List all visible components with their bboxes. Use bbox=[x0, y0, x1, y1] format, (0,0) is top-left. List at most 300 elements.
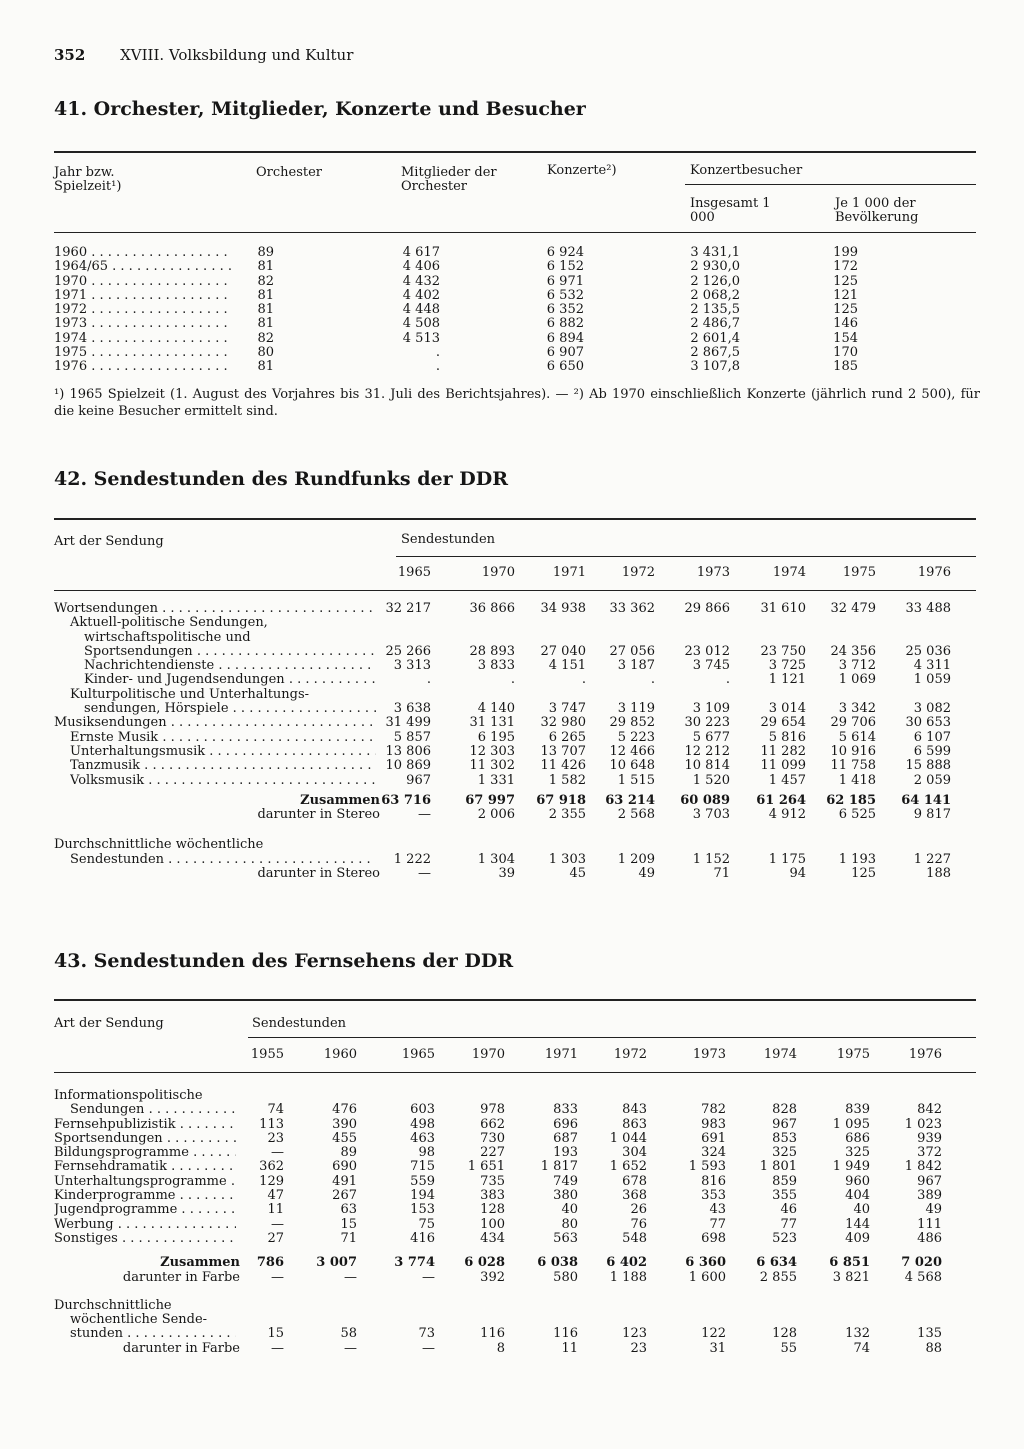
row-label: Nachrichtendienste . . . bbox=[84, 659, 376, 673]
row-label: Kulturpolitische und Unterhaltungs- bbox=[70, 686, 310, 702]
table-row bbox=[54, 1160, 976, 1174]
data-cell: 853 bbox=[772, 1130, 797, 1146]
data-cell: 3 007 bbox=[316, 1255, 357, 1271]
data-cell: 11 bbox=[267, 1202, 284, 1218]
t42-group-rule bbox=[396, 556, 976, 557]
data-cell: 28 893 bbox=[469, 643, 515, 659]
data-cell: 383 bbox=[480, 1188, 505, 1204]
data-cell: 74 bbox=[267, 1102, 284, 1118]
data-cell: 61 264 bbox=[756, 792, 806, 808]
row-label: 1974 . . . bbox=[54, 332, 232, 346]
year-header-cell: 1972 bbox=[613, 1047, 647, 1062]
data-cell: 5 614 bbox=[838, 729, 876, 745]
data-cell: 113 bbox=[259, 1116, 284, 1132]
data-cell: 11 bbox=[561, 1340, 578, 1356]
data-cell: 1 227 bbox=[913, 851, 951, 867]
data-cell: 2 126,0 bbox=[690, 273, 740, 289]
table-row bbox=[54, 1189, 976, 1203]
data-cell: 368 bbox=[622, 1188, 647, 1204]
data-cell: 2 855 bbox=[759, 1269, 797, 1285]
data-cell: 31 bbox=[709, 1340, 726, 1356]
data-cell: 64 141 bbox=[901, 792, 951, 808]
data-cell: 31 610 bbox=[760, 601, 806, 616]
data-cell: 227 bbox=[480, 1145, 505, 1161]
data-cell: 27 056 bbox=[609, 643, 655, 659]
data-cell: 6 028 bbox=[464, 1255, 505, 1271]
data-cell: 3 313 bbox=[393, 658, 431, 674]
table-row bbox=[54, 275, 976, 289]
data-cell: . bbox=[435, 345, 440, 361]
table-42-body bbox=[54, 602, 976, 881]
data-cell: 1 188 bbox=[609, 1269, 647, 1285]
year-header-cell: 1973 bbox=[696, 565, 730, 580]
data-cell: 691 bbox=[701, 1130, 726, 1146]
data-cell: 967 bbox=[917, 1173, 942, 1189]
data-cell: 46 bbox=[780, 1202, 797, 1218]
data-cell: 816 bbox=[701, 1173, 726, 1189]
data-cell: 23 bbox=[267, 1130, 284, 1146]
year-header-cell: 1972 bbox=[621, 565, 655, 580]
data-cell: 1 593 bbox=[688, 1159, 726, 1175]
data-cell: 3 703 bbox=[692, 807, 730, 823]
data-cell: 153 bbox=[410, 1202, 435, 1218]
data-cell: 26 bbox=[630, 1202, 647, 1218]
data-cell: 839 bbox=[845, 1102, 870, 1118]
data-cell: 3 821 bbox=[832, 1269, 870, 1285]
data-cell: 523 bbox=[772, 1230, 797, 1246]
data-cell: 10 648 bbox=[609, 758, 655, 774]
data-cell: 8 bbox=[496, 1340, 505, 1356]
data-cell: 3 119 bbox=[617, 701, 655, 717]
row-label: Werbung . . . bbox=[54, 1218, 236, 1232]
data-cell: 4 151 bbox=[548, 658, 586, 674]
data-cell: 125 bbox=[833, 273, 858, 289]
row-label: Fernsehdramatik . . . bbox=[54, 1160, 236, 1174]
year-header-cell: 1974 bbox=[763, 1047, 797, 1062]
data-cell: 34 938 bbox=[540, 601, 586, 616]
data-cell: 1 418 bbox=[838, 772, 876, 788]
row-label: 1971 . . . bbox=[54, 289, 232, 303]
table-row bbox=[54, 1089, 976, 1103]
data-cell: 1 069 bbox=[838, 672, 876, 688]
year-header-cell: 1960 bbox=[323, 1047, 357, 1062]
data-cell: 4 568 bbox=[904, 1269, 942, 1285]
t43-header-group: Sendestunden bbox=[252, 1016, 347, 1031]
data-cell: 11 302 bbox=[469, 758, 515, 774]
data-cell: 40 bbox=[853, 1202, 870, 1218]
table-row bbox=[54, 246, 976, 260]
data-cell: — bbox=[271, 1216, 284, 1232]
data-cell: 563 bbox=[553, 1230, 578, 1246]
t41-besucher-rule bbox=[685, 184, 976, 185]
data-cell: — bbox=[344, 1269, 357, 1285]
year-header-cell: 1971 bbox=[544, 1047, 578, 1062]
data-cell: 4 140 bbox=[477, 701, 515, 717]
data-cell: 1 193 bbox=[838, 851, 876, 867]
row-label: 1975 . . . bbox=[54, 346, 232, 360]
data-cell: 31 131 bbox=[469, 715, 515, 731]
data-cell: 6 532 bbox=[546, 287, 584, 303]
data-cell: 687 bbox=[553, 1130, 578, 1146]
row-label: Sendungen . . . bbox=[70, 1103, 236, 1117]
table-row bbox=[54, 688, 976, 702]
data-cell: 3 187 bbox=[617, 658, 655, 674]
data-cell: 455 bbox=[332, 1130, 357, 1146]
data-cell: 3 712 bbox=[838, 658, 876, 674]
data-cell: 122 bbox=[701, 1326, 726, 1342]
row-label: 1960 . . . bbox=[54, 246, 232, 260]
data-cell: 4 402 bbox=[402, 287, 440, 303]
row-label: Zusammen bbox=[300, 792, 380, 808]
data-cell: 11 426 bbox=[540, 758, 586, 774]
data-cell: 15 888 bbox=[905, 758, 951, 774]
table-row bbox=[54, 1203, 976, 1217]
data-cell: 2 930,0 bbox=[690, 259, 740, 275]
data-cell: 63 716 bbox=[381, 792, 431, 808]
data-cell: 81 bbox=[257, 302, 274, 318]
data-cell: 25 266 bbox=[385, 643, 431, 659]
table-row bbox=[54, 1218, 976, 1232]
data-cell: 1 222 bbox=[393, 851, 431, 867]
data-cell: 4 432 bbox=[402, 273, 440, 289]
data-cell: 967 bbox=[406, 772, 431, 788]
data-cell: 463 bbox=[410, 1130, 435, 1146]
data-cell: — bbox=[344, 1340, 357, 1356]
data-cell: 62 185 bbox=[826, 792, 876, 808]
data-cell: 45 bbox=[569, 866, 586, 882]
year-header-cell: 1975 bbox=[842, 565, 876, 580]
data-cell: 416 bbox=[410, 1230, 435, 1246]
row-label: Durchschnittliche bbox=[54, 1297, 172, 1313]
data-cell: 30 653 bbox=[905, 715, 951, 731]
data-cell: 33 488 bbox=[905, 601, 951, 616]
data-cell: 1 842 bbox=[904, 1159, 942, 1175]
data-cell: . bbox=[581, 672, 586, 688]
data-cell: 409 bbox=[845, 1230, 870, 1246]
data-cell: 498 bbox=[410, 1116, 435, 1132]
data-cell: 2 006 bbox=[477, 807, 515, 823]
data-cell: 434 bbox=[480, 1230, 505, 1246]
year-header-cell: 1973 bbox=[692, 1047, 726, 1062]
data-cell: 23 750 bbox=[760, 643, 806, 659]
row-label: Fernsehpublizistik . . . bbox=[54, 1118, 236, 1132]
data-cell: 29 706 bbox=[830, 715, 876, 731]
farbe-row bbox=[54, 1271, 976, 1285]
table-row bbox=[54, 645, 976, 659]
data-cell: 324 bbox=[701, 1145, 726, 1161]
table-43-top-rule bbox=[54, 999, 976, 1001]
data-cell: 43 bbox=[709, 1202, 726, 1218]
data-cell: 1 520 bbox=[692, 772, 730, 788]
data-cell: 580 bbox=[553, 1269, 578, 1285]
data-cell: 76 bbox=[630, 1216, 647, 1232]
data-cell: . bbox=[426, 672, 431, 688]
row-label: darunter in Farbe bbox=[122, 1269, 240, 1285]
data-cell: 304 bbox=[622, 1145, 647, 1161]
weekly-row bbox=[54, 853, 976, 867]
row-label: 1970 . . . bbox=[54, 275, 232, 289]
data-cell: 125 bbox=[851, 866, 876, 882]
year-header-cell: 1971 bbox=[552, 565, 586, 580]
row-label: Wortsendungen . . . bbox=[54, 602, 376, 616]
row-label: Aktuell-politische Sendungen, bbox=[70, 615, 268, 631]
page-number: 352 bbox=[54, 46, 86, 64]
data-cell: 170 bbox=[833, 345, 858, 361]
data-cell: 325 bbox=[772, 1145, 797, 1161]
row-label: darunter in Stereo bbox=[257, 807, 380, 823]
year-header-cell: 1970 bbox=[481, 565, 515, 580]
row-label: Sportsendungen . . . bbox=[54, 1132, 236, 1146]
table-41-footnote: ¹) 1965 Spielzeit (1. August des Vorjahres bis 31. Juli des Berichtsjahres). — ²) Ab 1970 einschließlich Konzerte (jährlich rund 2 500), für die keine Besucher ermittelt sind. bbox=[54, 387, 980, 419]
table-row bbox=[54, 289, 976, 303]
t41-header-rule bbox=[54, 232, 976, 233]
data-cell: 6 352 bbox=[546, 302, 584, 318]
data-cell: 5 816 bbox=[768, 729, 806, 745]
table-row bbox=[54, 616, 976, 630]
data-cell: 749 bbox=[553, 1173, 578, 1189]
data-cell: 29 852 bbox=[609, 715, 655, 731]
data-cell: 172 bbox=[833, 259, 858, 275]
data-cell: 491 bbox=[332, 1173, 357, 1189]
t42-header-art: Art der Sendung bbox=[54, 534, 164, 549]
data-cell: 116 bbox=[480, 1326, 505, 1342]
data-cell: 71 bbox=[340, 1230, 357, 1246]
weekly-label-row bbox=[54, 1313, 976, 1327]
data-cell: — bbox=[418, 807, 431, 823]
data-cell: 6 402 bbox=[606, 1255, 647, 1271]
data-cell: 1 121 bbox=[768, 672, 806, 688]
data-cell: 58 bbox=[340, 1326, 357, 1342]
data-cell: 1 044 bbox=[609, 1130, 647, 1146]
data-cell: 735 bbox=[480, 1173, 505, 1189]
t42-header-group: Sendestunden bbox=[401, 532, 496, 547]
data-cell: 67 997 bbox=[465, 792, 515, 808]
data-cell: 74 bbox=[853, 1340, 870, 1356]
table-row bbox=[54, 332, 976, 346]
data-cell: 5 677 bbox=[692, 729, 730, 745]
data-cell: 4 617 bbox=[402, 245, 440, 260]
data-cell: 2 486,7 bbox=[690, 316, 740, 332]
data-cell: 63 214 bbox=[605, 792, 655, 808]
data-cell: 11 099 bbox=[760, 758, 806, 774]
data-cell: 1 600 bbox=[688, 1269, 726, 1285]
table-row bbox=[54, 774, 976, 788]
data-cell: 11 758 bbox=[830, 758, 876, 774]
data-cell: 559 bbox=[410, 1173, 435, 1189]
data-cell: 11 282 bbox=[760, 743, 806, 759]
data-cell: 4 912 bbox=[768, 807, 806, 823]
year-header-cell: 1965 bbox=[397, 565, 431, 580]
data-cell: 939 bbox=[917, 1130, 942, 1146]
data-cell: 380 bbox=[553, 1188, 578, 1204]
data-cell: 1 801 bbox=[759, 1159, 797, 1175]
row-label: Kinder- und Jugendsendungen . . . bbox=[84, 673, 376, 687]
table-row bbox=[54, 702, 976, 716]
data-cell: 603 bbox=[410, 1102, 435, 1118]
t41-header-mitglieder: Mitglieder der Orchester bbox=[401, 165, 497, 194]
data-cell: 123 bbox=[622, 1326, 647, 1342]
row-label: Sonstiges . . . bbox=[54, 1232, 236, 1246]
table-row bbox=[54, 346, 976, 360]
data-cell: 32 479 bbox=[830, 601, 876, 616]
data-cell: 967 bbox=[772, 1116, 797, 1132]
row-label: Zusammen bbox=[160, 1255, 240, 1271]
table-42-top-rule bbox=[54, 518, 976, 520]
data-cell: 75 bbox=[418, 1216, 435, 1232]
data-cell: 129 bbox=[259, 1173, 284, 1189]
data-cell: 6 195 bbox=[477, 729, 515, 745]
data-cell: 6 924 bbox=[546, 245, 584, 260]
data-cell: 267 bbox=[332, 1188, 357, 1204]
data-cell: 6 907 bbox=[546, 345, 584, 361]
total-row bbox=[54, 794, 976, 808]
data-cell: 111 bbox=[917, 1216, 942, 1232]
total-row bbox=[54, 1256, 976, 1270]
data-cell: 82 bbox=[257, 273, 274, 289]
data-cell: 12 212 bbox=[684, 743, 730, 759]
data-cell: 1 175 bbox=[768, 851, 806, 867]
data-cell: 859 bbox=[772, 1173, 797, 1189]
row-label: 1964/65 . . . bbox=[54, 260, 232, 274]
data-cell: 81 bbox=[257, 316, 274, 332]
data-cell: 2 355 bbox=[548, 807, 586, 823]
table-41-title: 41. Orchester, Mitglieder, Konzerte und Besucher bbox=[54, 98, 586, 120]
data-cell: 3 109 bbox=[692, 701, 730, 717]
data-cell: 5 857 bbox=[393, 729, 431, 745]
data-cell: 3 431,1 bbox=[690, 245, 740, 260]
data-cell: 49 bbox=[925, 1202, 942, 1218]
data-cell: 47 bbox=[267, 1188, 284, 1204]
data-cell: 1 651 bbox=[467, 1159, 505, 1175]
data-cell: 355 bbox=[772, 1188, 797, 1204]
row-label: 1972 . . . bbox=[54, 303, 232, 317]
table-row bbox=[54, 1175, 976, 1189]
data-cell: 696 bbox=[553, 1116, 578, 1132]
weekly-label-row bbox=[54, 1299, 976, 1313]
row-label: Tanzmusik . . . bbox=[70, 759, 376, 773]
data-cell: 5 223 bbox=[617, 729, 655, 745]
data-cell: 32 217 bbox=[385, 601, 431, 616]
table-row bbox=[54, 731, 976, 745]
data-cell: 9 817 bbox=[913, 807, 951, 823]
row-label: Unterhaltungsmusik . . . bbox=[70, 745, 376, 759]
data-cell: 3 342 bbox=[838, 701, 876, 717]
data-cell: 6 894 bbox=[546, 330, 584, 346]
row-label: Unterhaltungsprogramme . . . bbox=[54, 1175, 236, 1189]
row-label: Sendestunden . . . bbox=[70, 853, 376, 867]
data-cell: 199 bbox=[833, 245, 858, 260]
running-head bbox=[54, 46, 353, 64]
data-cell: 80 bbox=[257, 345, 274, 361]
data-cell: 6 265 bbox=[548, 729, 586, 745]
data-cell: 390 bbox=[332, 1116, 357, 1132]
data-cell: 135 bbox=[917, 1326, 942, 1342]
data-cell: — bbox=[422, 1340, 435, 1356]
data-cell: 698 bbox=[701, 1230, 726, 1246]
data-cell: . bbox=[650, 672, 655, 688]
data-cell: 6 851 bbox=[829, 1255, 870, 1271]
weekly-row bbox=[54, 1327, 976, 1341]
year-header-cell: 1976 bbox=[908, 1047, 942, 1062]
row-label: stunden . . . bbox=[70, 1327, 236, 1341]
data-cell: 325 bbox=[845, 1145, 870, 1161]
data-cell: 1 304 bbox=[477, 851, 515, 867]
data-cell: 39 bbox=[498, 866, 515, 882]
data-cell: 1 023 bbox=[904, 1116, 942, 1132]
data-cell: 40 bbox=[561, 1202, 578, 1218]
data-cell: 730 bbox=[480, 1130, 505, 1146]
row-label: wirtschaftspolitische und bbox=[84, 629, 251, 645]
data-cell: 10 916 bbox=[830, 743, 876, 759]
row-label: darunter in Farbe bbox=[122, 1340, 240, 1356]
data-cell: 81 bbox=[257, 359, 274, 375]
data-cell: 6 107 bbox=[913, 729, 951, 745]
year-header-cell: 1965 bbox=[401, 1047, 435, 1062]
data-cell: 25 036 bbox=[905, 643, 951, 659]
data-cell: 372 bbox=[917, 1145, 942, 1161]
data-cell: 116 bbox=[553, 1326, 578, 1342]
table-41-body bbox=[54, 246, 976, 375]
data-cell: 98 bbox=[418, 1145, 435, 1161]
data-cell: 3 774 bbox=[394, 1255, 435, 1271]
data-cell: 89 bbox=[257, 245, 274, 260]
data-cell: — bbox=[271, 1145, 284, 1161]
table-row bbox=[54, 745, 976, 759]
data-cell: 1 817 bbox=[540, 1159, 578, 1175]
row-label: Bildungsprogramme . . . bbox=[54, 1146, 236, 1160]
data-cell: 77 bbox=[780, 1216, 797, 1232]
data-cell: 678 bbox=[622, 1173, 647, 1189]
data-cell: 3 725 bbox=[768, 658, 806, 674]
data-cell: 89 bbox=[340, 1145, 357, 1161]
chapter-title: XVIII. Volksbildung und Kultur bbox=[120, 46, 354, 64]
data-cell: 662 bbox=[480, 1116, 505, 1132]
data-cell: 24 356 bbox=[830, 643, 876, 659]
year-header-cell: 1974 bbox=[772, 565, 806, 580]
data-cell: 23 012 bbox=[684, 643, 730, 659]
stereo-row bbox=[54, 808, 976, 822]
data-cell: 392 bbox=[480, 1269, 505, 1285]
row-label: Informationspolitische bbox=[54, 1088, 203, 1103]
year-header-cell: 1976 bbox=[917, 565, 951, 580]
t42-header-rule bbox=[54, 590, 976, 591]
data-cell: 193 bbox=[553, 1145, 578, 1161]
data-cell: 27 040 bbox=[540, 643, 586, 659]
data-cell: 1 949 bbox=[832, 1159, 870, 1175]
data-cell: 3 833 bbox=[477, 658, 515, 674]
data-cell: 13 707 bbox=[540, 743, 586, 759]
year-header-row bbox=[54, 566, 976, 580]
t43-header-art: Art der Sendung bbox=[54, 1016, 164, 1031]
data-cell: 353 bbox=[701, 1188, 726, 1204]
data-cell: 1 152 bbox=[692, 851, 730, 867]
t43-group-rule bbox=[248, 1037, 976, 1038]
table-row bbox=[54, 1146, 976, 1160]
data-cell: — bbox=[271, 1269, 284, 1285]
t41-header-konzerte: Konzerte²) bbox=[547, 163, 617, 178]
row-label: darunter in Stereo bbox=[257, 866, 380, 882]
table-43-body bbox=[54, 1089, 976, 1356]
data-cell: 6 038 bbox=[537, 1255, 578, 1271]
data-cell: 81 bbox=[257, 259, 274, 275]
row-label: Ernste Musik . . . bbox=[70, 731, 376, 745]
weekly-stereo-row bbox=[54, 867, 976, 881]
data-cell: 3 747 bbox=[548, 701, 586, 717]
data-cell: 1 457 bbox=[768, 772, 806, 788]
data-cell: 686 bbox=[845, 1130, 870, 1146]
table-row bbox=[54, 1132, 976, 1146]
data-cell: 843 bbox=[622, 1102, 647, 1118]
